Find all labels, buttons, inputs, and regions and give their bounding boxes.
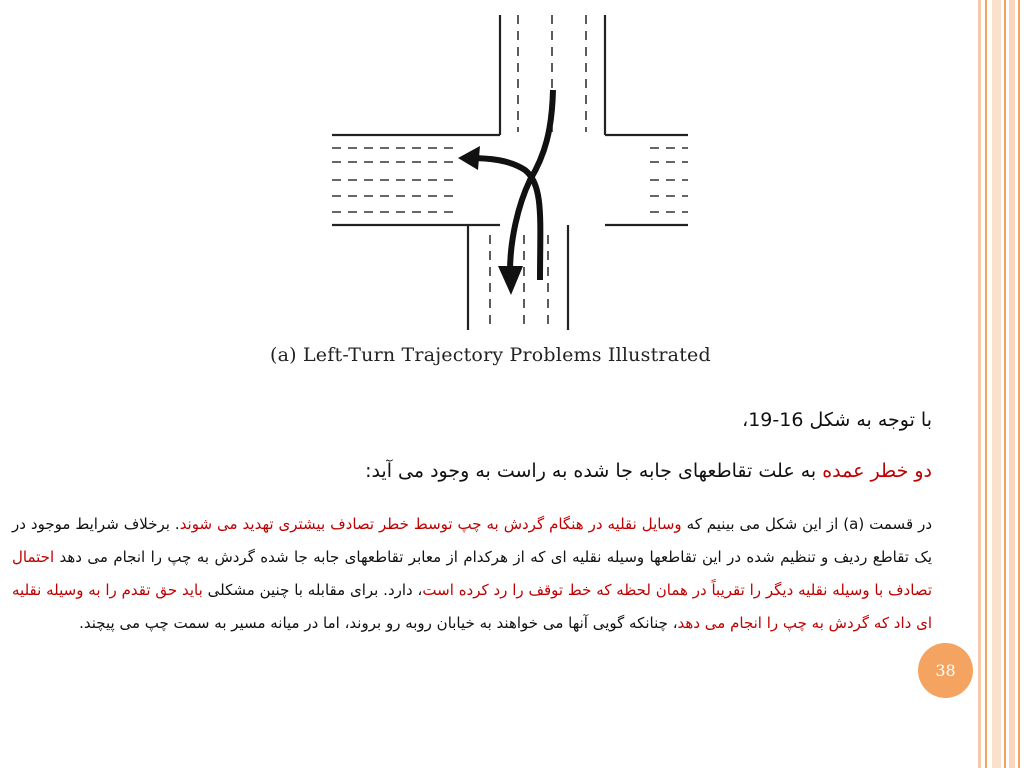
body-text: . برخلاف شرایط موجود در یک تقاطع ردیف و تنظیم شده در این تقاطعها وسیله نقلیه ای که از هرکدام از معابر تقاطعهای جابه جا شده گردش به چپ را انجام می دهد — [12, 515, 932, 566]
body-paragraph — [12, 508, 932, 640]
intro-line: با توجه به شکل 16-19، — [742, 409, 932, 431]
body-highlight: احتمال تصادف با وسیله نقلیه دیگر را تقریباً در همان لحظه که خط توقف را رد کرده است — [12, 548, 932, 599]
frame-band — [1009, 0, 1015, 768]
intersection-figure — [320, 10, 700, 335]
body-text: ، چنانکه گویی آنها می خواهند به خیابان روبه رو بروند، اما در میانه مسیر به سمت چپ می پیچند. — [79, 614, 678, 632]
body-text: در قسمت (a) از این شکل می بینیم که — [681, 515, 933, 533]
body-highlight: باید حق تقدم را به وسیله نقلیه ای داد که گردش به چپ را انجام می دهد — [12, 581, 932, 632]
frame-line — [985, 0, 987, 768]
left-arrowhead — [458, 146, 480, 170]
hazards-highlight: دو خطر عمده — [822, 460, 932, 482]
frame-band — [992, 0, 1001, 768]
hazards-text: به علت تقاطعهای جابه جا شده به راست به وجود می آید: — [365, 460, 823, 482]
frame-line — [1018, 0, 1020, 768]
frame-line — [1004, 0, 1006, 768]
body-highlight: وسایل نقلیه در هنگام گردش به چپ توسط خطر تصادف بیشتری تهدید می شوند — [179, 515, 682, 533]
frame-band — [978, 0, 981, 768]
hazards-line — [365, 460, 932, 482]
figure-caption: (a) Left-Turn Trajectory Problems Illustrated — [270, 344, 711, 366]
opposing-trajectory — [510, 90, 553, 272]
page-number-badge: 38 — [918, 643, 973, 698]
down-arrowhead — [498, 266, 523, 295]
body-text: ، دارد. برای مقابله با چنین مشکلی — [202, 581, 423, 599]
